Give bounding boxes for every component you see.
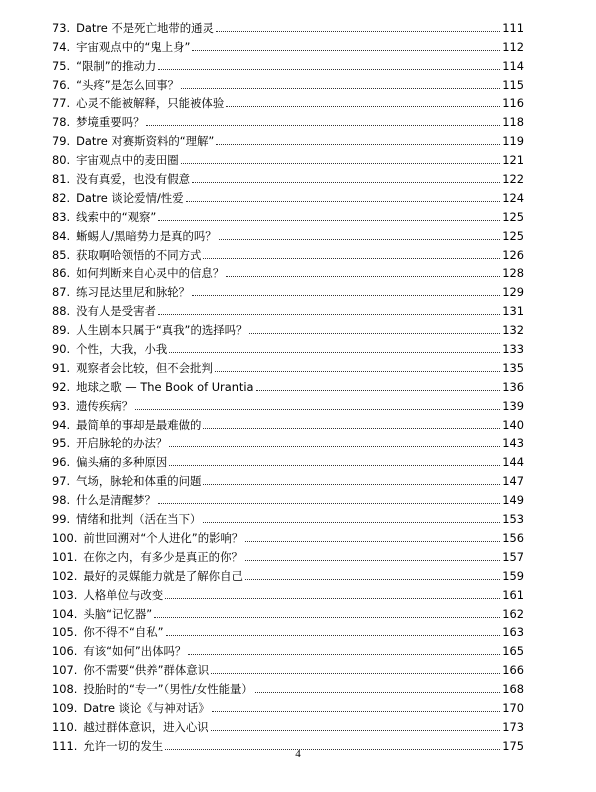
toc-entry-page: 115 bbox=[502, 77, 524, 92]
toc-entry-number: 103. bbox=[52, 587, 78, 602]
toc-entry-page: 125 bbox=[502, 228, 524, 243]
table-of-contents bbox=[52, 16, 524, 753]
toc-entry-page: 135 bbox=[502, 360, 524, 375]
toc-entry-number: 92. bbox=[52, 379, 71, 394]
toc-entry-page: 165 bbox=[502, 644, 524, 659]
toc-entry[interactable] bbox=[52, 413, 524, 432]
toc-entry-number: 106. bbox=[52, 644, 78, 659]
toc-entry[interactable] bbox=[52, 469, 524, 488]
toc-entry-number: 91. bbox=[52, 360, 71, 375]
toc-entry-title: 什么是清醒梦？ bbox=[76, 494, 156, 508]
toc-entry-title: Datre 谈论《与神对话》 bbox=[83, 701, 210, 715]
toc-entry-title: 人生剧本只属于“真我”的选择吗？ bbox=[76, 324, 248, 338]
toc-entry-page: 163 bbox=[502, 625, 524, 640]
toc-entry-number: 85. bbox=[52, 247, 71, 262]
toc-entry[interactable] bbox=[52, 148, 524, 167]
toc-entry-number: 100. bbox=[52, 530, 78, 545]
toc-entry-title: 地球之歌 — The Book of Urantia bbox=[76, 380, 254, 394]
toc-entry-title: 开启脉轮的办法？ bbox=[76, 437, 168, 451]
toc-entry-title: 偏头痛的多种原因 bbox=[76, 456, 168, 470]
toc-entry[interactable] bbox=[52, 526, 524, 545]
toc-entry-number: 99. bbox=[52, 512, 71, 527]
toc-dot-leader bbox=[216, 144, 500, 145]
toc-entry-title: Datre 对赛斯资料的“理解” bbox=[76, 135, 215, 149]
toc-entry[interactable] bbox=[52, 186, 524, 205]
toc-entry[interactable] bbox=[52, 318, 524, 337]
toc-entry[interactable] bbox=[52, 224, 524, 243]
toc-entry[interactable] bbox=[52, 450, 524, 469]
toc-entry-number: 105. bbox=[52, 625, 78, 640]
toc-entry[interactable] bbox=[52, 73, 524, 92]
toc-entry[interactable] bbox=[52, 129, 524, 148]
toc-entry[interactable] bbox=[52, 488, 524, 507]
toc-dot-leader bbox=[216, 31, 500, 32]
toc-entry[interactable] bbox=[52, 356, 524, 375]
toc-entry-page: 128 bbox=[502, 266, 524, 281]
toc-entry-number: 77. bbox=[52, 96, 71, 111]
toc-dot-leader bbox=[203, 522, 500, 523]
toc-entry-number: 109. bbox=[52, 700, 78, 715]
toc-entry[interactable] bbox=[52, 280, 524, 299]
toc-dot-leader bbox=[169, 352, 500, 353]
toc-dot-leader bbox=[226, 106, 500, 107]
toc-entry-title: 最简单的事却是最难做的 bbox=[76, 418, 202, 432]
toc-dot-leader bbox=[203, 428, 500, 429]
toc-entry[interactable] bbox=[52, 205, 524, 224]
toc-entry-page: 161 bbox=[502, 587, 524, 602]
toc-entry-title: 遗传疾病？ bbox=[76, 399, 134, 413]
toc-entry-page: 166 bbox=[502, 663, 524, 678]
toc-entry-page: 121 bbox=[502, 153, 524, 168]
toc-entry-page: 126 bbox=[502, 247, 524, 262]
toc-dot-leader bbox=[186, 201, 501, 202]
toc-dot-leader bbox=[154, 617, 500, 618]
toc-entry-number: 101. bbox=[52, 549, 78, 564]
toc-entry[interactable] bbox=[52, 262, 524, 281]
toc-dot-leader bbox=[215, 371, 500, 372]
toc-entry-number: 96. bbox=[52, 455, 71, 470]
toc-dot-leader bbox=[203, 484, 500, 485]
toc-entry-title: 头脑“记忆器” bbox=[83, 607, 153, 621]
toc-entry[interactable] bbox=[52, 35, 524, 54]
toc-entry-number: 74. bbox=[52, 39, 71, 54]
toc-dot-leader bbox=[245, 579, 500, 580]
toc-entry-page: 173 bbox=[502, 719, 524, 734]
toc-dot-leader bbox=[158, 314, 500, 315]
toc-dot-leader bbox=[165, 598, 500, 599]
toc-entry-page: 122 bbox=[502, 172, 524, 187]
toc-entry-number: 94. bbox=[52, 417, 71, 432]
toc-dot-leader bbox=[211, 673, 500, 674]
toc-entry-page: 162 bbox=[502, 606, 524, 621]
toc-entry[interactable] bbox=[52, 167, 524, 186]
toc-entry-title: 梦境重要吗？ bbox=[76, 116, 145, 130]
toc-entry-page: 139 bbox=[502, 398, 524, 413]
toc-entry-page: 136 bbox=[502, 379, 524, 394]
toc-entry-page: 131 bbox=[502, 304, 524, 319]
toc-entry-number: 78. bbox=[52, 115, 71, 130]
toc-entry[interactable] bbox=[52, 394, 524, 413]
toc-dot-leader bbox=[135, 409, 500, 410]
toc-entry[interactable] bbox=[52, 243, 524, 262]
toc-dot-leader bbox=[245, 560, 500, 561]
toc-entry-number: 110. bbox=[52, 719, 78, 734]
toc-entry-number: 104. bbox=[52, 606, 78, 621]
toc-dot-leader bbox=[169, 446, 500, 447]
toc-entry-page: 118 bbox=[502, 115, 524, 130]
toc-entry-page: 156 bbox=[502, 530, 524, 545]
toc-entry-title: 个性，大我，小我 bbox=[76, 343, 168, 357]
toc-entry[interactable] bbox=[52, 299, 524, 318]
toc-entry-page: 116 bbox=[502, 96, 524, 111]
toc-dot-leader bbox=[249, 333, 500, 334]
toc-entry-number: 95. bbox=[52, 436, 71, 451]
toc-dot-leader bbox=[146, 125, 500, 126]
toc-entry-number: 97. bbox=[52, 474, 71, 489]
toc-dot-leader bbox=[158, 69, 500, 70]
toc-entry-number: 93. bbox=[52, 398, 71, 413]
toc-entry-number: 76. bbox=[52, 77, 71, 92]
toc-entry-title: 最好的灵媒能力就是了解你自己 bbox=[83, 569, 243, 583]
toc-dot-leader bbox=[211, 730, 501, 731]
toc-entry-number: 87. bbox=[52, 285, 71, 300]
toc-entry-number: 90. bbox=[52, 342, 71, 357]
toc-entry[interactable] bbox=[52, 658, 524, 677]
toc-dot-leader bbox=[192, 182, 500, 183]
toc-dot-leader bbox=[181, 163, 501, 164]
toc-entry-title: 没有人是受害者 bbox=[76, 305, 156, 319]
toc-entry-page: 157 bbox=[502, 549, 524, 564]
toc-entry-number: 84. bbox=[52, 228, 71, 243]
toc-entry-title: 人格单位与改变 bbox=[83, 588, 164, 602]
toc-entry-title: 练习昆达里尼和脉轮？ bbox=[76, 286, 191, 300]
toc-entry-page: 149 bbox=[502, 493, 524, 508]
toc-dot-leader bbox=[226, 276, 500, 277]
toc-dot-leader bbox=[181, 88, 500, 89]
toc-dot-leader bbox=[192, 50, 500, 51]
toc-entry-number: 102. bbox=[52, 568, 78, 583]
toc-entry-title: 情绪和批判（活在当下） bbox=[76, 513, 202, 527]
toc-entry[interactable] bbox=[52, 432, 524, 451]
toc-entry[interactable] bbox=[52, 583, 524, 602]
toc-entry-title: 越过群体意识，进入心识 bbox=[83, 720, 209, 734]
toc-entry-title: 有该“如何”出体吗？ bbox=[83, 645, 187, 659]
toc-entry-page: 144 bbox=[502, 455, 524, 470]
toc-entry[interactable] bbox=[52, 110, 524, 129]
toc-entry[interactable] bbox=[52, 337, 524, 356]
toc-entry-title: 气场，脉轮和体重的问题 bbox=[76, 475, 202, 489]
toc-dot-leader bbox=[158, 220, 500, 221]
toc-entry-title: 允许一切的发生 bbox=[83, 739, 164, 753]
toc-entry-number: 81. bbox=[52, 172, 71, 187]
toc-entry-number: 82. bbox=[52, 190, 71, 205]
toc-entry-number: 80. bbox=[52, 153, 71, 168]
toc-entry-title: 投胎时的“专一”（男性/女性能量） bbox=[83, 683, 253, 697]
toc-dot-leader bbox=[255, 692, 500, 693]
toc-entry-number: 89. bbox=[52, 323, 71, 338]
toc-dot-leader bbox=[203, 258, 500, 259]
toc-entry-title: 宇宙观点中的麦田圈 bbox=[76, 154, 179, 168]
toc-entry-number: 79. bbox=[52, 134, 71, 149]
toc-entry-page: 170 bbox=[502, 700, 524, 715]
toc-entry-number: 86. bbox=[52, 266, 71, 281]
toc-entry-page: 140 bbox=[502, 417, 524, 432]
toc-entry-title: 观察者会比较，但不会批判 bbox=[76, 361, 213, 375]
toc-entry-title: 宇宙观点中的“鬼上身” bbox=[76, 40, 191, 54]
toc-entry-number: 108. bbox=[52, 682, 78, 697]
toc-dot-leader bbox=[212, 711, 500, 712]
toc-entry-title: 如何判断来自心灵中的信息？ bbox=[76, 267, 225, 281]
toc-entry-page: 112 bbox=[502, 39, 524, 54]
toc-entry[interactable] bbox=[52, 564, 524, 583]
toc-entry-number: 98. bbox=[52, 493, 71, 508]
toc-entry-page: 129 bbox=[502, 285, 524, 300]
toc-entry-page: 119 bbox=[502, 134, 524, 149]
toc-dot-leader bbox=[245, 541, 500, 542]
toc-entry-page: 125 bbox=[502, 209, 524, 224]
toc-entry-page: 114 bbox=[502, 58, 524, 73]
toc-entry[interactable] bbox=[52, 621, 524, 640]
toc-entry-title: 没有真爱，也没有假意 bbox=[76, 173, 191, 187]
toc-entry-title: “头疼”是怎么回事？ bbox=[76, 78, 180, 92]
toc-entry-page: 153 bbox=[502, 512, 524, 527]
toc-entry[interactable] bbox=[52, 54, 524, 73]
toc-dot-leader bbox=[256, 390, 501, 391]
toc-entry[interactable] bbox=[52, 677, 524, 696]
toc-entry-number: 88. bbox=[52, 304, 71, 319]
toc-entry[interactable] bbox=[52, 92, 524, 111]
toc-entry-title: 你不得不“自私” bbox=[83, 626, 164, 640]
toc-entry-page: 132 bbox=[502, 323, 524, 338]
toc-entry[interactable] bbox=[52, 602, 524, 621]
toc-entry-title: 获取啊哈领悟的不同方式 bbox=[76, 248, 202, 262]
toc-entry-page: 133 bbox=[502, 342, 524, 357]
toc-entry-page: 159 bbox=[502, 568, 524, 583]
toc-entry[interactable] bbox=[52, 507, 524, 526]
toc-dot-leader bbox=[158, 503, 500, 504]
toc-entry-page: 124 bbox=[502, 190, 524, 205]
toc-entry-title: 前世回溯对“个人进化”的影响？ bbox=[83, 531, 244, 545]
toc-dot-leader bbox=[192, 295, 500, 296]
toc-entry-page: 168 bbox=[502, 682, 524, 697]
toc-entry[interactable] bbox=[52, 696, 524, 715]
toc-entry-title: 心灵不能被解释，只能被体验 bbox=[76, 97, 225, 111]
toc-dot-leader bbox=[188, 654, 500, 655]
toc-entry-page: 111 bbox=[502, 20, 524, 35]
toc-entry[interactable] bbox=[52, 545, 524, 564]
toc-dot-leader bbox=[166, 635, 501, 636]
toc-entry-number: 75. bbox=[52, 58, 71, 73]
toc-entry[interactable] bbox=[52, 375, 524, 394]
toc-entry-number: 107. bbox=[52, 663, 78, 678]
toc-entry-number: 73. bbox=[52, 20, 71, 35]
toc-entry-title: 线索中的“观察” bbox=[76, 210, 157, 224]
toc-entry-page: 147 bbox=[502, 474, 524, 489]
toc-entry-title: 在你之内，有多少是真正的你？ bbox=[83, 550, 243, 564]
toc-dot-leader bbox=[169, 465, 500, 466]
toc-entry-number: 111. bbox=[52, 738, 78, 753]
toc-entry-page: 143 bbox=[502, 436, 524, 451]
toc-entry[interactable] bbox=[52, 16, 524, 35]
toc-entry-title: Datre 不是死亡地带的通灵 bbox=[76, 21, 214, 35]
toc-entry[interactable] bbox=[52, 715, 524, 734]
toc-entry-title: Datre 谈论爱情/性爱 bbox=[76, 191, 184, 205]
toc-dot-leader bbox=[219, 239, 501, 240]
page-number: 4 bbox=[295, 748, 301, 760]
toc-entry-number: 83. bbox=[52, 209, 71, 224]
toc-entry[interactable] bbox=[52, 639, 524, 658]
toc-entry-title: 蜥蜴人/黑暗势力是真的吗？ bbox=[76, 229, 217, 243]
toc-entry-title: 你不需要“供养”群体意识 bbox=[83, 664, 210, 678]
toc-entry-title: “限制”的推动力 bbox=[76, 59, 157, 73]
toc-entry-page: 175 bbox=[502, 738, 524, 753]
